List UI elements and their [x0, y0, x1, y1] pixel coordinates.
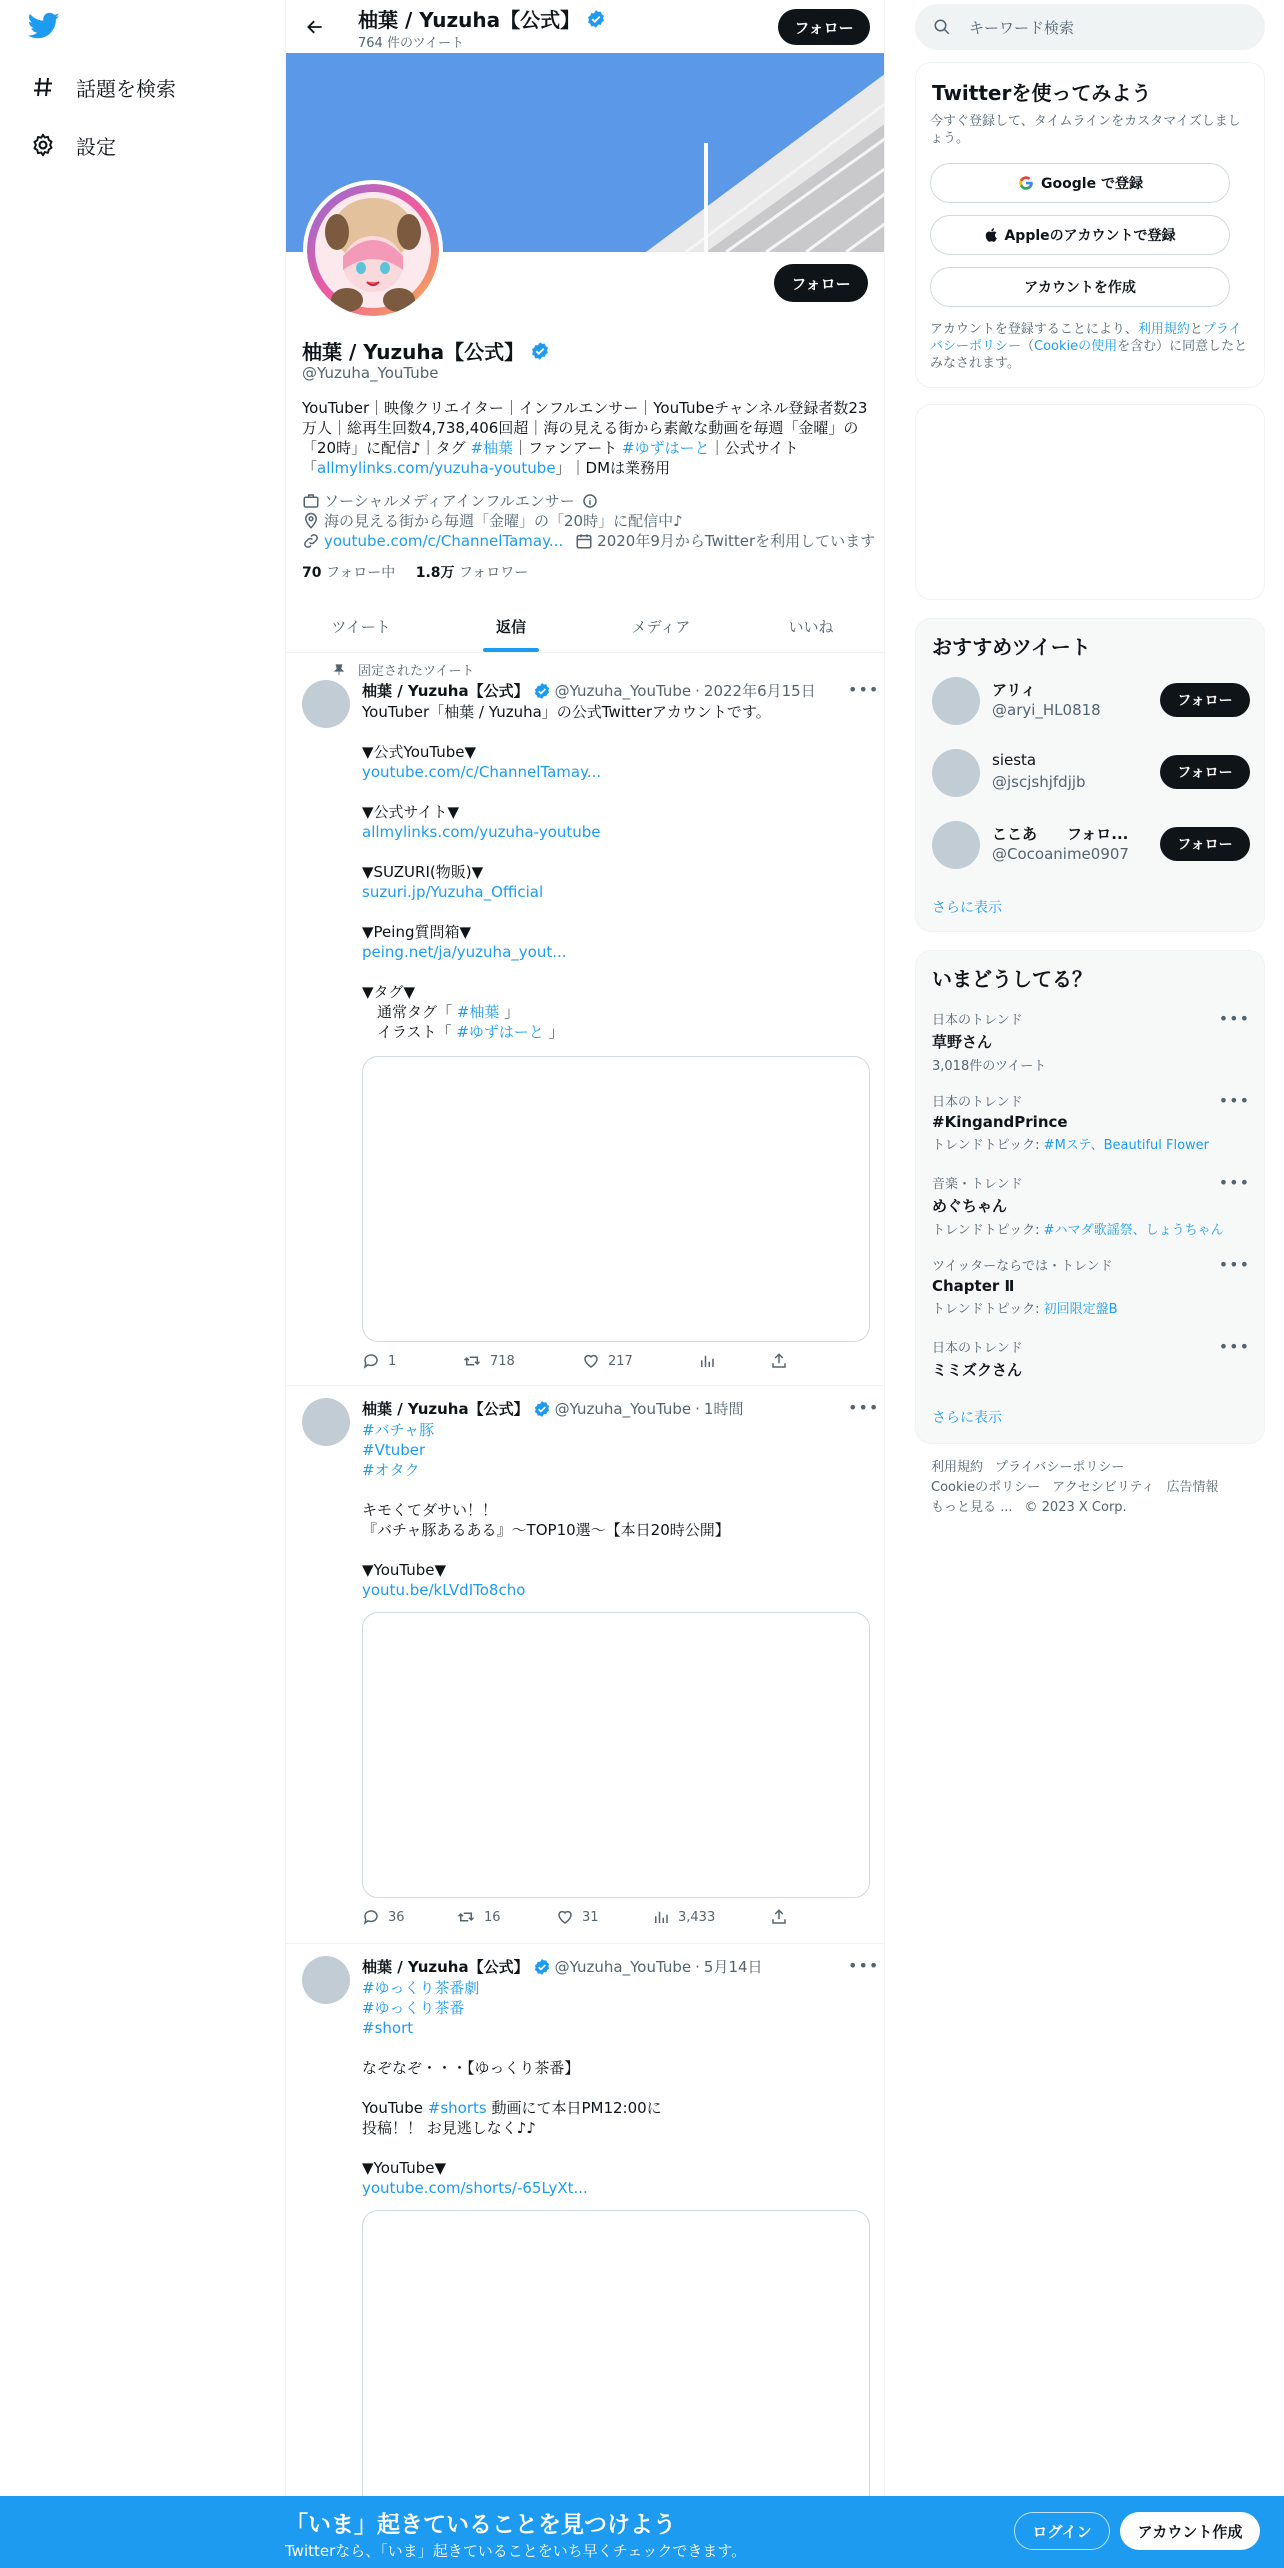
- bio-text: 」｜DMは業務用: [555, 459, 671, 477]
- retweet-icon: [462, 1352, 482, 1370]
- tweet-text-line: [362, 1420, 870, 1440]
- profile-follow-button[interactable]: フォロー: [774, 264, 868, 302]
- tweet-media[interactable]: [362, 1056, 870, 1342]
- terms-text: を含む）に同意したとみなされます。: [930, 339, 1248, 371]
- recommend-card: [915, 618, 1265, 932]
- trend-topics: [932, 1134, 1250, 1153]
- user-handle: @jscjshjfdjjb: [992, 773, 1086, 791]
- user-avatar[interactable]: [932, 749, 980, 797]
- main-column: [285, 0, 885, 2568]
- like-button[interactable]: [582, 1352, 633, 1370]
- tweet-author-handle[interactable]: @Yuzuha_YouTube: [554, 1399, 692, 1418]
- retweet-count: 718: [490, 1353, 515, 1369]
- tweet-text-segment: ▼YouTube▼: [362, 2159, 447, 2177]
- tweet-header: [362, 1956, 763, 1977]
- more-options-icon[interactable]: •••: [848, 1398, 880, 1417]
- trends-show-more[interactable]: さらに表示: [932, 1410, 1002, 1426]
- terms-link[interactable]: 利用規約: [1137, 322, 1190, 337]
- tweet-author-handle[interactable]: @Yuzuha_YouTube: [554, 681, 692, 700]
- reply-button[interactable]: [362, 1352, 396, 1370]
- gear-icon: [28, 130, 58, 160]
- trend-item[interactable]: [932, 1173, 1250, 1238]
- verified-badge-icon: [533, 682, 551, 700]
- nav-settings-label: 設定: [76, 134, 116, 159]
- signup-button[interactable]: アカウント作成: [1120, 2512, 1260, 2550]
- retweet-count: 16: [484, 1909, 501, 1925]
- apple-signup-button[interactable]: [930, 215, 1230, 255]
- following-count: 70: [302, 565, 322, 581]
- search-box[interactable]: [915, 4, 1265, 50]
- trend-name: #KingandPrince: [932, 1113, 1068, 1131]
- joined-text: 2020年9月からTwitterを利用しています: [597, 532, 876, 550]
- trend-category: 日本のトレンド: [932, 1095, 1023, 1110]
- trend-topics: [932, 1298, 1250, 1317]
- profile-header-bar: [286, 0, 885, 53]
- user-avatar[interactable]: [932, 677, 980, 725]
- tweet-text-line: [362, 842, 870, 862]
- more-options-icon[interactable]: •••: [1218, 1009, 1250, 1028]
- bio-text: ｜公式サイト: [709, 439, 799, 457]
- views-button[interactable]: [698, 1352, 724, 1370]
- bio-hashtag-link[interactable]: #ゆずはーと: [622, 439, 710, 457]
- bio-hashtag-link[interactable]: #柚葉: [470, 439, 514, 457]
- cookie-link[interactable]: Cookieの使用: [1034, 339, 1118, 354]
- recommend-title: おすすめツイート: [932, 635, 1091, 659]
- tweet-text-line: [362, 2018, 870, 2038]
- tweet-text-line: [362, 1978, 870, 1998]
- trend-count: 3,018件のツイート: [932, 1059, 1047, 1074]
- tweet-author-name[interactable]: 柚葉 / Yuzuha【公式】: [362, 1958, 529, 1976]
- signup-subtitle: 今すぐ登録して、タイムラインをカスタマイズしましょう。: [930, 114, 1241, 146]
- briefcase-icon: [302, 492, 320, 510]
- footer-links: [931, 1458, 1261, 1518]
- tweet-text-segment: 『バチャ豚あるある』～TOP10選～【本日20時公開】: [362, 1521, 730, 1539]
- separator-dot: ·: [695, 681, 700, 700]
- tweet-text-line: [362, 1440, 870, 1460]
- tweet-text-line: [362, 1560, 870, 1580]
- recommend-user[interactable]: [932, 745, 1250, 801]
- tweet-link[interactable]: youtu.be/kLVdITo8cho: [362, 1581, 526, 1599]
- footer-link[interactable]: 広告情報: [1166, 1480, 1219, 1495]
- more-options-icon[interactable]: •••: [1218, 1173, 1250, 1192]
- tweet[interactable]: [286, 1944, 885, 2564]
- tweet-text-segment: ▼YouTube▼: [362, 1561, 447, 1579]
- retweet-icon: [456, 1908, 476, 1926]
- category-text: ソーシャルメディアインフルエンサー: [324, 492, 575, 510]
- tweet-text-line: [362, 982, 870, 1002]
- tweet-text-line: [362, 2178, 870, 2198]
- following-label: フォロー中: [325, 565, 396, 581]
- tab-likes[interactable]: いいね: [788, 617, 834, 636]
- trends-title: いまどうしてる？: [932, 967, 1092, 991]
- create-account-button[interactable]: アカウントを作成: [930, 267, 1230, 307]
- profile-avatar[interactable]: [303, 180, 443, 320]
- trend-category: 音楽・トレンド: [932, 1177, 1023, 1192]
- tweet-text-line: [362, 2158, 870, 2178]
- hashtag-icon: [28, 72, 58, 102]
- profile-stats: [302, 562, 528, 582]
- tweet-pinned[interactable]: [286, 654, 885, 1386]
- trend-item[interactable]: [932, 1091, 1250, 1153]
- calendar-icon: [575, 532, 593, 550]
- tweet-count: 764 件のツイート: [358, 36, 465, 51]
- search-icon: [933, 18, 951, 36]
- verified-badge-icon: [533, 1958, 551, 1976]
- tweet-hashtag-link[interactable]: #shorts: [427, 2099, 487, 2117]
- like-button[interactable]: [556, 1908, 599, 1926]
- bio-line: 万人｜総再生回数4,738,406回超｜海の見える街から素敵な動画を毎週「金曜」の: [302, 419, 859, 437]
- tweet-text-segment: 動画にて本日PM12:00に: [486, 2099, 662, 2117]
- tweet-link[interactable]: #バチャ豚: [362, 1421, 435, 1439]
- info-icon[interactable]: [581, 492, 599, 510]
- tweet-text-segment: YouTuber「柚葉 / Yuzuha」の公式Twitterアカウントです。: [362, 703, 771, 721]
- tweet-text-line: [362, 922, 870, 942]
- verified-badge-icon: [530, 341, 550, 361]
- user-name: siesta: [992, 751, 1037, 769]
- tweet-text: [362, 702, 870, 1042]
- tweet-text-segment: ▼Peing質問箱▼: [362, 923, 472, 941]
- tweet-text-line: [362, 1480, 870, 1500]
- separator-dot: ·: [695, 1399, 700, 1418]
- tweet-text-segment: イラスト「: [362, 1023, 457, 1041]
- google-signup-label: Google で登録: [1041, 176, 1143, 192]
- following-stat[interactable]: [302, 565, 395, 581]
- like-count: 31: [582, 1909, 599, 1925]
- footer-link[interactable]: Cookieのポリシー: [931, 1480, 1041, 1495]
- tweet-link[interactable]: #short: [362, 2019, 414, 2037]
- profile-category: [302, 490, 603, 511]
- reply-count: 1: [388, 1353, 397, 1369]
- tweet-text-line: [362, 1998, 870, 2018]
- bio-line: [302, 458, 868, 478]
- footer-link[interactable]: もっと見る ...: [931, 1500, 1013, 1515]
- follow-button[interactable]: フォロー: [1160, 827, 1250, 861]
- reply-button[interactable]: [362, 1908, 405, 1926]
- profile-tabs: [286, 600, 885, 653]
- tweet-text-line: [362, 782, 870, 802]
- heart-icon: [582, 1352, 600, 1370]
- tweet-time[interactable]: 2022年6月15日: [703, 682, 816, 700]
- follow-button[interactable]: フォロー: [1160, 755, 1250, 789]
- tweet-text-line: [362, 2058, 870, 2078]
- tweet-text-line: [362, 962, 870, 982]
- tweet-media[interactable]: [362, 1612, 870, 1898]
- verified-badge-icon: [533, 1400, 551, 1418]
- tweet-time[interactable]: 5月14日: [703, 1958, 763, 1976]
- trend-category: 日本のトレンド: [932, 1013, 1023, 1028]
- more-options-icon[interactable]: •••: [1218, 1091, 1250, 1110]
- tweet-author-name[interactable]: 柚葉 / Yuzuha【公式】: [362, 1400, 529, 1418]
- nav-explore-label: 話題を検索: [76, 76, 176, 101]
- bottom-bar-subtitle: Twitterなら、「いま」起きていることをいち早くチェックできます。: [285, 2542, 747, 2560]
- tweet-text-segment: ▼SUZURI(物販)▼: [362, 863, 484, 881]
- profile-handle: @Yuzuha_YouTube: [302, 364, 439, 382]
- pin-icon: [332, 663, 346, 677]
- bio-text: ｜ファンアート: [513, 439, 623, 457]
- tweet-link[interactable]: suzuri.jp/Yuzuha_Official: [362, 883, 544, 901]
- trend-name: 草野さん: [932, 1033, 993, 1051]
- more-options-icon[interactable]: •••: [1218, 1255, 1250, 1274]
- tweet-text-line: [362, 702, 870, 722]
- terms-text: アカウントを登録することにより、: [930, 322, 1138, 337]
- google-logo-icon: [1017, 174, 1035, 192]
- trend-topics-label: トレンドトピック:: [932, 1138, 1044, 1153]
- tweet-link[interactable]: peing.net/ja/yuzuha_yout...: [362, 943, 567, 961]
- tweet-link[interactable]: #ゆっくり茶番: [362, 1999, 465, 2017]
- trend-topics: [932, 1219, 1250, 1238]
- trend-name: Chapter Ⅱ: [932, 1277, 1015, 1295]
- back-arrow-icon[interactable]: [300, 12, 330, 42]
- tweet-link[interactable]: #ゆっくり茶番劇: [362, 1979, 480, 1997]
- apple-signup-label: Appleのアカウントで登録: [1004, 228, 1176, 244]
- location-pin-icon: [302, 512, 320, 530]
- profile-website-row: [302, 530, 875, 551]
- footer-link[interactable]: 利用規約: [931, 1460, 984, 1475]
- tweet-text-line: [362, 2098, 870, 2118]
- trend-topics-link[interactable]: 初回限定盤B: [1043, 1302, 1118, 1317]
- tweet-avatar[interactable]: [302, 1956, 350, 2004]
- user-handle: @aryi_HL0818: [992, 701, 1101, 719]
- tweet-text-line: [362, 2138, 870, 2158]
- share-button[interactable]: [770, 1352, 796, 1370]
- tweet-text-segment: ▼公式サイト▼: [362, 803, 460, 821]
- link-icon: [302, 532, 320, 550]
- trend-category: 日本のトレンド: [932, 1341, 1023, 1356]
- more-options-icon[interactable]: •••: [848, 1956, 880, 1975]
- trend-category: ツイッターならでは・トレンド: [932, 1259, 1113, 1274]
- heart-icon: [556, 1908, 574, 1926]
- reply-icon: [362, 1908, 380, 1926]
- bottom-signup-bar: [0, 2496, 1284, 2568]
- bio-text: 「: [302, 459, 318, 477]
- trend-name: ミミズクさん: [932, 1361, 1023, 1379]
- header-name-text: 柚葉 / Yuzuha【公式】: [358, 8, 581, 32]
- footer-row: [931, 1498, 1261, 1518]
- share-icon: [770, 1908, 788, 1926]
- recommend-show-more[interactable]: さらに表示: [932, 900, 1002, 916]
- tab-media[interactable]: メディア: [631, 617, 691, 636]
- tweet-header: [362, 680, 816, 701]
- share-icon: [770, 1352, 788, 1370]
- tweet-text-segment: ▼タグ▼: [362, 983, 416, 1001]
- followers-count: 1.8万: [415, 565, 455, 581]
- tweet-text-line: [362, 722, 870, 742]
- user-name: アリィ: [992, 681, 1036, 699]
- footer-row: [931, 1458, 1261, 1478]
- profile-bio: [302, 398, 868, 478]
- trend-topics-label: トレンドトピック:: [932, 1223, 1044, 1238]
- signup-card: [915, 62, 1265, 388]
- empty-card: [915, 404, 1265, 600]
- terms-text: （: [1021, 339, 1035, 354]
- tweet-link[interactable]: #Vtuber: [362, 1441, 426, 1459]
- reply-count: 36: [388, 1909, 405, 1925]
- bio-website-link[interactable]: allmylinks.com/yuzuha-youtube: [317, 459, 556, 477]
- tweet-text-line: [362, 1022, 870, 1042]
- search-placeholder: キーワード検索: [969, 18, 1075, 37]
- retweet-button[interactable]: [462, 1352, 515, 1370]
- follow-button[interactable]: フォロー: [1160, 683, 1250, 717]
- share-button[interactable]: [770, 1908, 796, 1926]
- tweet-text-line: [362, 1500, 870, 1520]
- tweet-text-segment: 」: [499, 1003, 520, 1021]
- bottom-bar-title: 「いま」起きていることを見つけよう: [285, 2512, 676, 2538]
- tweet-text-line: [362, 1540, 870, 1560]
- user-name: ここあ フォロ...: [992, 825, 1129, 843]
- analytics-icon: [698, 1352, 716, 1370]
- trend-item[interactable]: [932, 1337, 1250, 1380]
- tweet-text-line: [362, 742, 870, 762]
- nav-settings[interactable]: [28, 123, 116, 167]
- tweet-text-segment: ▼公式YouTube▼: [362, 743, 477, 761]
- tweet-text-segment: 通常タグ「: [362, 1003, 457, 1021]
- tweet-link[interactable]: youtube.com/shorts/-65LyXt...: [362, 2179, 588, 2197]
- tweet-text-line: [362, 902, 870, 922]
- followers-label: フォロワー: [458, 565, 529, 581]
- twitter-logo-icon[interactable]: [28, 12, 64, 48]
- trends-card: [915, 950, 1265, 1444]
- profile-name: [302, 336, 550, 365]
- tweet-link[interactable]: #オタク: [362, 1461, 420, 1479]
- tweet-text-line: [362, 942, 870, 962]
- tweet-text-line: [362, 1520, 870, 1540]
- tweet[interactable]: [286, 1386, 885, 1944]
- profile-name-text: 柚葉 / Yuzuha【公式】: [302, 340, 525, 364]
- bio-line: YouTuber｜映像クリエイター｜インフルエンサー｜YouTubeチャンネル登録者数23: [302, 399, 868, 417]
- bio-line: [302, 438, 868, 458]
- view-count: 3,433: [678, 1909, 716, 1925]
- profile-location: [302, 510, 683, 531]
- trend-topics-label: トレンドトピック:: [932, 1302, 1044, 1317]
- followers-stat[interactable]: [416, 565, 529, 581]
- more-options-icon[interactable]: •••: [848, 680, 880, 699]
- trend-item[interactable]: [932, 1009, 1250, 1074]
- tweet-header: [362, 1398, 743, 1419]
- tab-replies[interactable]: 返信: [436, 600, 586, 652]
- avatar-image: [307, 184, 439, 316]
- tweet-link[interactable]: youtube.com/c/ChannelTamay...: [362, 763, 602, 781]
- tweet-text-segment: なぞなぞ・・・【ゆっくり茶番】: [362, 2059, 580, 2077]
- more-options-icon[interactable]: •••: [1218, 1337, 1250, 1356]
- trend-name: めぐちゃん: [932, 1197, 1008, 1215]
- footer-link[interactable]: アクセシビリティ: [1052, 1480, 1155, 1495]
- user-avatar[interactable]: [932, 821, 980, 869]
- retweet-button[interactable]: [456, 1908, 501, 1926]
- tweet-text-line: [362, 1580, 870, 1600]
- tweet-text-line: [362, 762, 870, 782]
- tweet-hashtag-link[interactable]: #ゆずはーと: [456, 1023, 544, 1041]
- footer-row: [931, 1478, 1261, 1498]
- terms-text: と: [1189, 322, 1203, 337]
- tweet-text-line: [362, 862, 870, 882]
- apple-logo-icon: [984, 226, 1000, 244]
- tab-tweets[interactable]: ツイート: [331, 617, 391, 636]
- footer-link[interactable]: プライバシーポリシー: [995, 1460, 1125, 1475]
- tweet-text: [362, 1978, 870, 2198]
- copyright: © 2023 X Corp.: [1024, 1500, 1127, 1515]
- recommend-user[interactable]: [932, 817, 1250, 873]
- tweet-hashtag-link[interactable]: #柚葉: [456, 1003, 500, 1021]
- separator-dot: ·: [695, 1957, 700, 1976]
- tweet-author-handle[interactable]: @Yuzuha_YouTube: [554, 1957, 692, 1976]
- location-text: 海の見える街から毎週「金曜」の「20時」に配信中♪: [324, 512, 683, 530]
- signup-title: Twitterを使ってみよう: [932, 81, 1152, 105]
- tweet-text: [362, 1420, 870, 1600]
- tweet-text-line: [362, 1002, 870, 1022]
- privacy-link[interactable]: プライバシーポリシー: [930, 322, 1242, 354]
- verified-badge-icon: [586, 9, 606, 29]
- trend-topics-link[interactable]: #Mステ、Beautiful Flower: [1043, 1138, 1210, 1153]
- header-follow-button[interactable]: フォロー: [778, 9, 870, 45]
- tweet-avatar[interactable]: [302, 680, 350, 728]
- tweet-text-line: [362, 2078, 870, 2098]
- profile-website-link[interactable]: youtube.com/c/ChannelTamay...: [324, 531, 564, 550]
- trend-topics-link[interactable]: #ハマダ歌謡祭、しょうちゃん: [1043, 1223, 1224, 1238]
- reply-icon: [362, 1352, 380, 1370]
- trend-item[interactable]: [932, 1255, 1250, 1317]
- left-nav: [0, 0, 285, 2568]
- tweet-text-line: [362, 882, 870, 902]
- pinned-label: 固定されたツイート: [358, 664, 475, 679]
- tweet-text-line: [362, 2118, 870, 2138]
- views-button[interactable]: [652, 1908, 715, 1926]
- recommend-user[interactable]: [932, 673, 1250, 729]
- google-signup-button[interactable]: [930, 163, 1230, 203]
- bio-text: 「20時」に配信♪｜タグ: [302, 439, 471, 457]
- login-button[interactable]: ログイン: [1014, 2512, 1110, 2550]
- tweet-text-line: [362, 822, 870, 842]
- like-count: 217: [608, 1353, 633, 1369]
- tweet-link[interactable]: allmylinks.com/yuzuha-youtube: [362, 823, 601, 841]
- nav-explore[interactable]: [28, 65, 176, 109]
- analytics-icon: [652, 1908, 670, 1926]
- tweet-author-name[interactable]: 柚葉 / Yuzuha【公式】: [362, 682, 529, 700]
- tweet-text-segment: 投稿！！ お見逃しなく♪♪: [362, 2119, 536, 2137]
- tweet-text-segment: 」: [543, 1023, 564, 1041]
- tweet-text-segment: YouTube: [362, 2099, 428, 2117]
- tweet-text-segment: キモくてダサい！！: [362, 1501, 498, 1519]
- tweet-avatar[interactable]: [302, 1398, 350, 1446]
- tweet-text-line: [362, 802, 870, 822]
- tweet-text-line: [362, 1460, 870, 1480]
- header-name: [358, 4, 606, 33]
- signup-terms: [930, 321, 1248, 372]
- tweet-text-line: [362, 2038, 870, 2058]
- tweet-time[interactable]: 1時間: [703, 1400, 744, 1418]
- user-handle: @Cocoanime0907: [992, 845, 1129, 863]
- pinned-indicator: [332, 660, 474, 679]
